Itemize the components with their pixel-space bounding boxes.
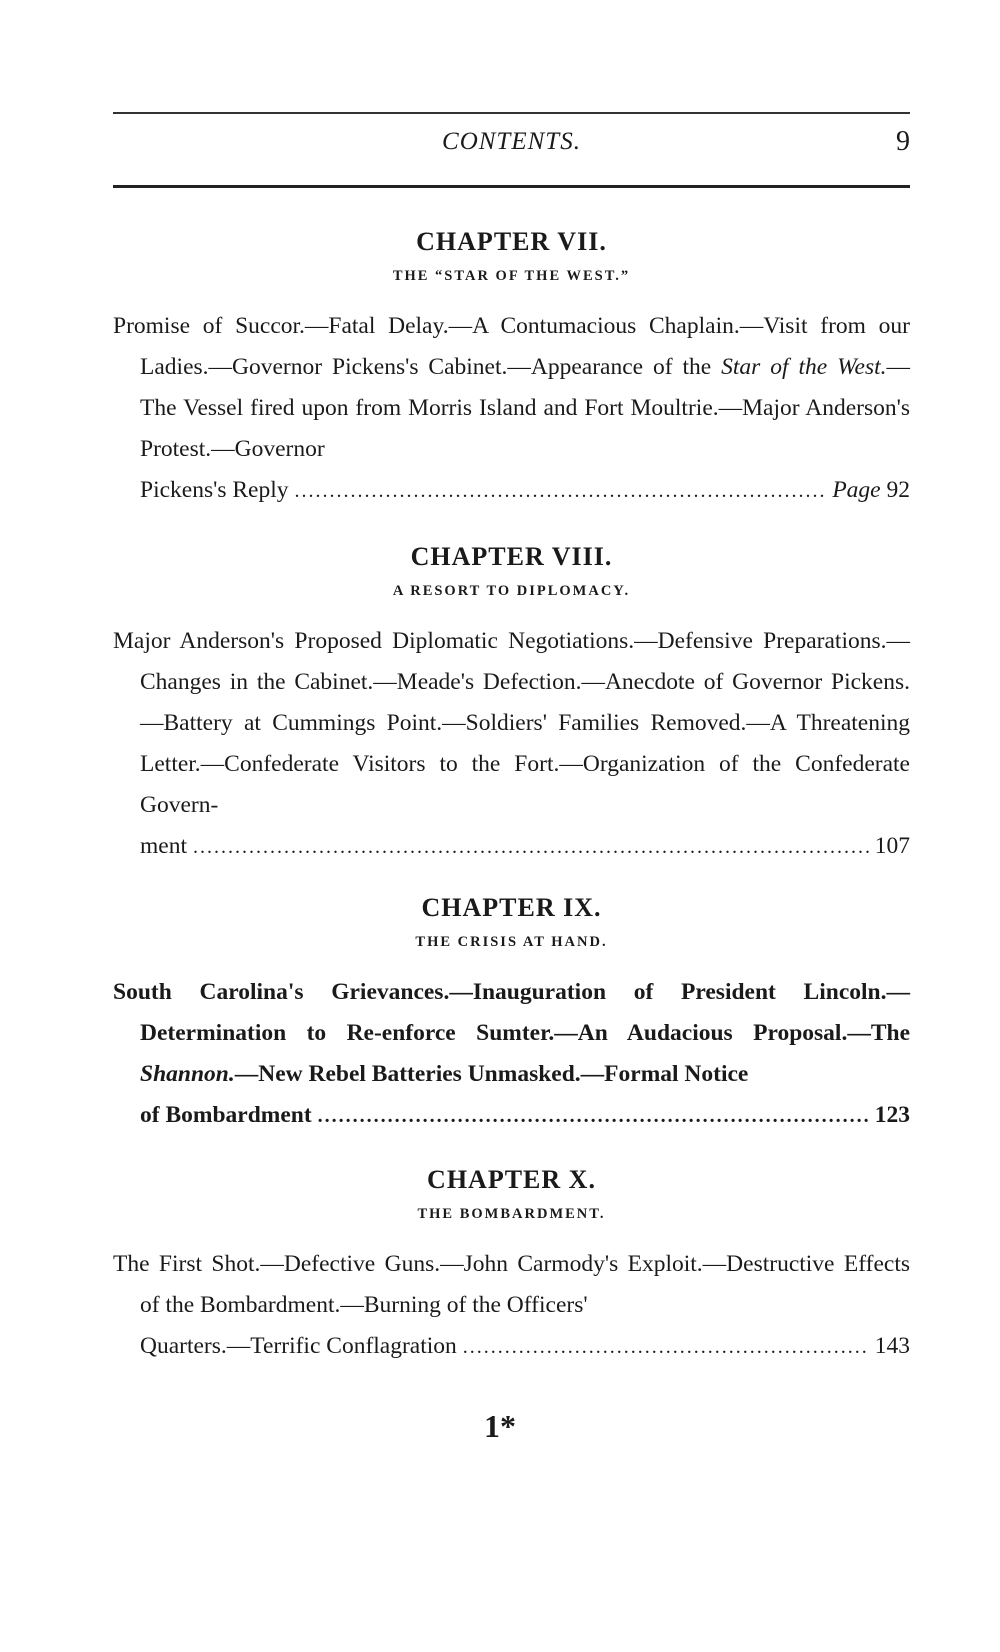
chapter-heading: CHAPTER VIII. xyxy=(410,542,613,571)
chapter-vii xyxy=(113,222,910,512)
chapter-heading: CHAPTER X. xyxy=(427,1165,596,1194)
chapter-subtitle: THE “STAR OF THE WEST.” xyxy=(392,268,631,284)
toc-leader-line: Quarters.—Terrific Conflagration ..... 143 xyxy=(140,1326,910,1368)
chapter-summary: South Carolina's Grievances.—Inauguration of President Lincoln.—Determination to Re-enforce Sumter.—An Audacious Proposal.—The Shannon.—New Rebel Batteries Unmasked.—Formal Notice of Bombardment ..... 123 xyxy=(113,972,910,1137)
chapter-subtitle: THE BOMBARDMENT. xyxy=(417,1206,606,1222)
toc-leader-line: ment ..... 107 xyxy=(140,826,910,868)
header-rule xyxy=(113,185,910,188)
page-reference: 107 xyxy=(874,833,910,859)
toc-leader-line: of Bombardment ..... 123 xyxy=(140,1095,910,1137)
italic-ship-name: Shannon. xyxy=(140,1061,235,1087)
dot-leader xyxy=(193,827,869,868)
dot-leader xyxy=(463,1327,869,1368)
page-reference: Page 92 xyxy=(832,477,910,503)
chapter-ix xyxy=(113,888,910,1137)
toc-leader-line: Pickens's Reply ..... Page 92 xyxy=(140,470,910,512)
page-number: 9 xyxy=(896,126,910,157)
dot-leader xyxy=(295,471,827,512)
page-reference: 143 xyxy=(874,1333,910,1359)
page-reference: 123 xyxy=(874,1102,910,1128)
running-title: CONTENTS. xyxy=(442,128,581,155)
chapter-subtitle: A RESORT TO DIPLOMACY. xyxy=(392,583,631,599)
chapter-heading: CHAPTER IX. xyxy=(421,893,602,922)
chapter-subtitle: THE CRISIS AT HAND. xyxy=(415,934,608,950)
italic-ship-name: Star of the West. xyxy=(721,354,887,380)
chapter-heading: CHAPTER VII. xyxy=(416,227,607,256)
chapter-viii xyxy=(113,537,910,868)
chapter-x xyxy=(113,1160,910,1368)
top-rule xyxy=(113,112,910,114)
chapter-summary: Promise of Succor.—Fatal Delay.—A Contumacious Chaplain.—Visit from our Ladies.—Governor Pickens's Cabinet.—Appearance of the Star of the West.—The Vessel fired upon from Morris Island and Fort Moultrie.—Major Anderson's Protest.—Governor Pickens's Reply ..... Page 92 xyxy=(113,306,910,512)
dot-leader xyxy=(318,1096,869,1137)
chapter-summary: Major Anderson's Proposed Diplomatic Negotiations.—Defensive Preparations.—Changes in the Cabinet.—Meade's Defection.—Anecdote of Governor Pickens.—Battery at Cummings Point.—Soldiers' Families Removed.—A Threatening Letter.—Confederate Visitors to the Fort.—Organization of the Confederate Govern- ment ..... 107 xyxy=(113,621,910,868)
chapter-summary: The First Shot.—Defective Guns.—John Carmody's Exploit.—Destructive Effects of the Bombardment.—Burning of the Officers' Quarters.—Terrific Conflagration ..... 143 xyxy=(113,1244,910,1368)
signature-mark: 1* xyxy=(484,1408,516,1444)
